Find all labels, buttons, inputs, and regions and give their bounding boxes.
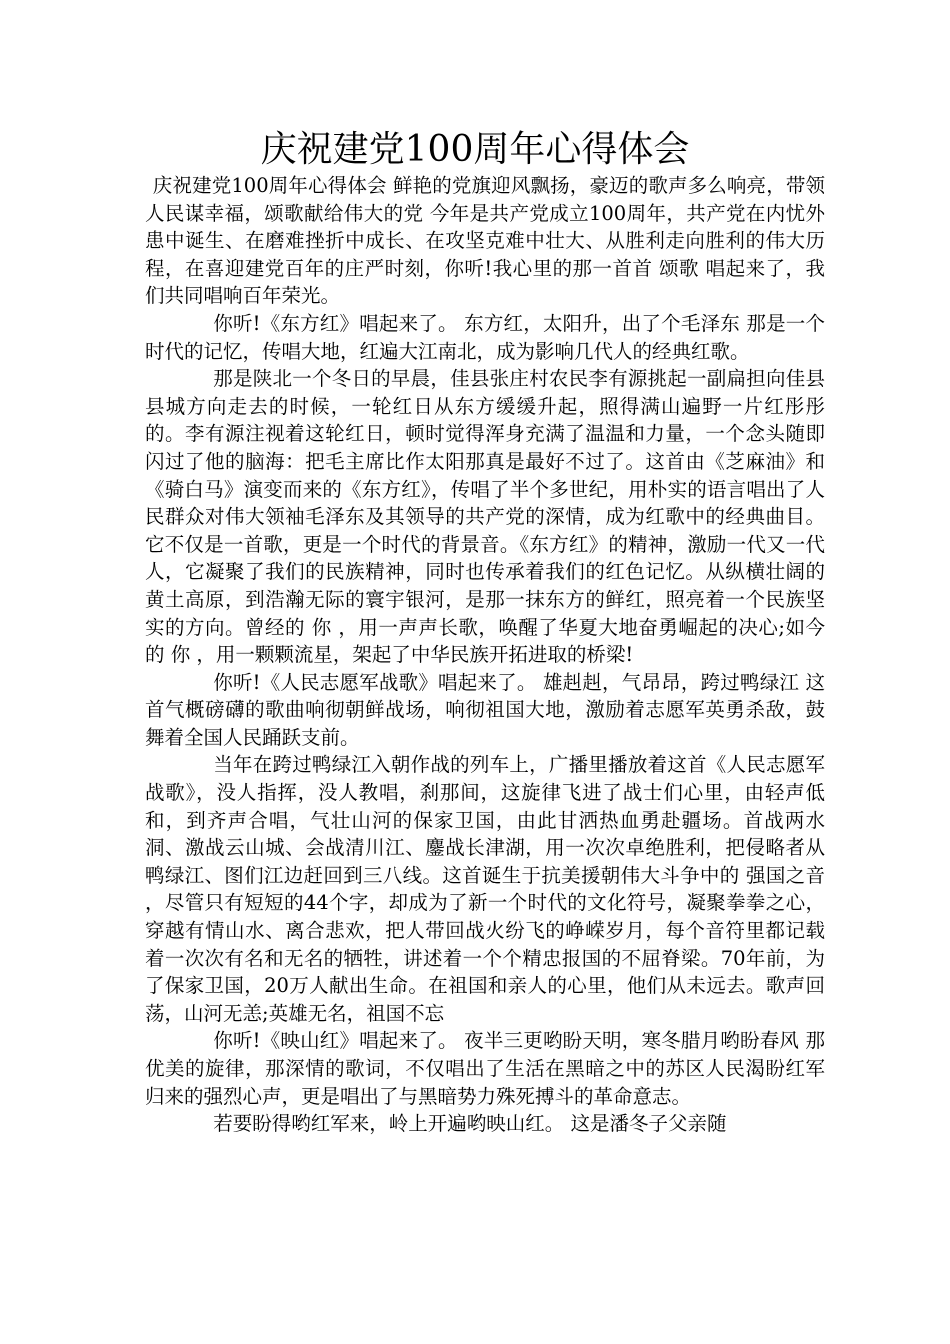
- paragraph-intro: 庆祝建党100周年心得体会 鲜艳的党旗迎风飘扬，豪迈的歌声多么响亮，带领人民谋幸福，颂歌献给伟大的党 今年是共产党成立100周年，共产党在内忧外患中诞生、在磨难挫折中成长、在攻坚克难中壮大、从胜利走向胜利的伟大历程，在喜迎建党百年的庄严时刻，你听!我心里的那一首首 颂歌 唱起来了，我们共同唱响百年荣光。: [145, 174, 825, 308]
- paragraph-dongfanghong: 你听!《东方红》唱起来了。 东方红，太阳升，出了个毛泽东 那是一个时代的记忆，传唱大地，红遍大江南北，成为影响几代人的经典红歌。: [145, 311, 825, 363]
- paragraph-dongfanghong-story: 那是陕北一个冬日的早晨，佳县张庄村农民李有源挑起一副扁担向佳县县城方向走去的时候，一轮红日从东方缓缓升起，照得满山遍野一片红彤彤的。李有源注视着这轮红日，顿时觉得浑身充满了温温和力量，一个念头随即闪过了他的脑海：把毛主席比作太阳那真是最好不过了。这首由《芝麻油》和《骑白马》演变而来的《东方红》，传唱了半个多世纪，用朴实的语言唱出了人民群众对伟大领袖毛泽东及其领导的共产党的深情，成为红歌中的经典曲目。它不仅是一首歌，更是一个时代的背景音。《东方红》的精神，激励一代又一代人，它凝聚了我们的民族精神，同时也传承着我们的红色记忆。从纵横壮阔的黄土高原，到浩瀚无际的寰宇银河，是那一抹东方的鲜红，照亮着一个民族坚实的方向。曾经的 你 ，用一声声长歌，唤醒了华夏大地奋勇崛起的决心;如今的 你 ，用一颗颗流星，架起了中华民族开拓进取的桥梁!: [145, 367, 825, 667]
- paragraph-yingshanhong-story: 若要盼得哟红军来，岭上开遍哟映山红。 这是潘冬子父亲随: [213, 1112, 727, 1136]
- paragraph-volunteer-army-story: 当年在跨过鸭绿江入朝作战的列车上，广播里播放着这首《人民志愿军战歌》，没人指挥，没人教唱，刹那间，这旋律飞进了战士们心里，由轻声低和，到齐声合唱，气壮山河的保家卫国，由此甘洒热血勇赴疆场。首战两水洞、激战云山城、会战清川江、鏖战长津湖，用一次次卓绝胜利，把侵略者从鸭绿江、图们江边赶回到三八线。这首诞生于抗美援朝伟大斗争中的 强国之音 ，尽管只有短短的44个字，却成为了新一个时代的文化符号，凝聚拳拳之心，穿越有情山水、离合悲欢，把人带回战火纷飞的峥嵘岁月，每个音符里都记载着一次次有名和无名的牺牲，讲述着一个个精忠报国的不屈脊梁。70年前，为了保家卫国，20万人献出生命。在祖国和亲人的心里，他们从未远去。歌声回荡，山河无恙;英雄无名，祖国不忘: [145, 753, 825, 1025]
- paragraph-volunteer-army-song: 你听!《人民志愿军战歌》唱起来了。 雄赳赳，气昂昂，跨过鸭绿江 这首气概磅礴的歌曲响彻朝鲜战场，响彻祖国大地，激励着志愿军英勇杀敌，鼓舞着全国人民踊跃支前。: [145, 670, 825, 749]
- paragraph-yingshanhong: 你听!《映山红》唱起来了。 夜半三更哟盼天明，寒冬腊月哟盼春风 那优美的旋律，那深情的歌词，不仅唱出了生活在黑暗之中的苏区人民渴盼红军归来的强烈心声，更是唱出了与黑暗势力殊死搏斗的革命意志。: [145, 1029, 825, 1108]
- document-title: 庆祝建党100周年心得体会: [260, 129, 690, 170]
- document-body: [145, 172, 825, 1138]
